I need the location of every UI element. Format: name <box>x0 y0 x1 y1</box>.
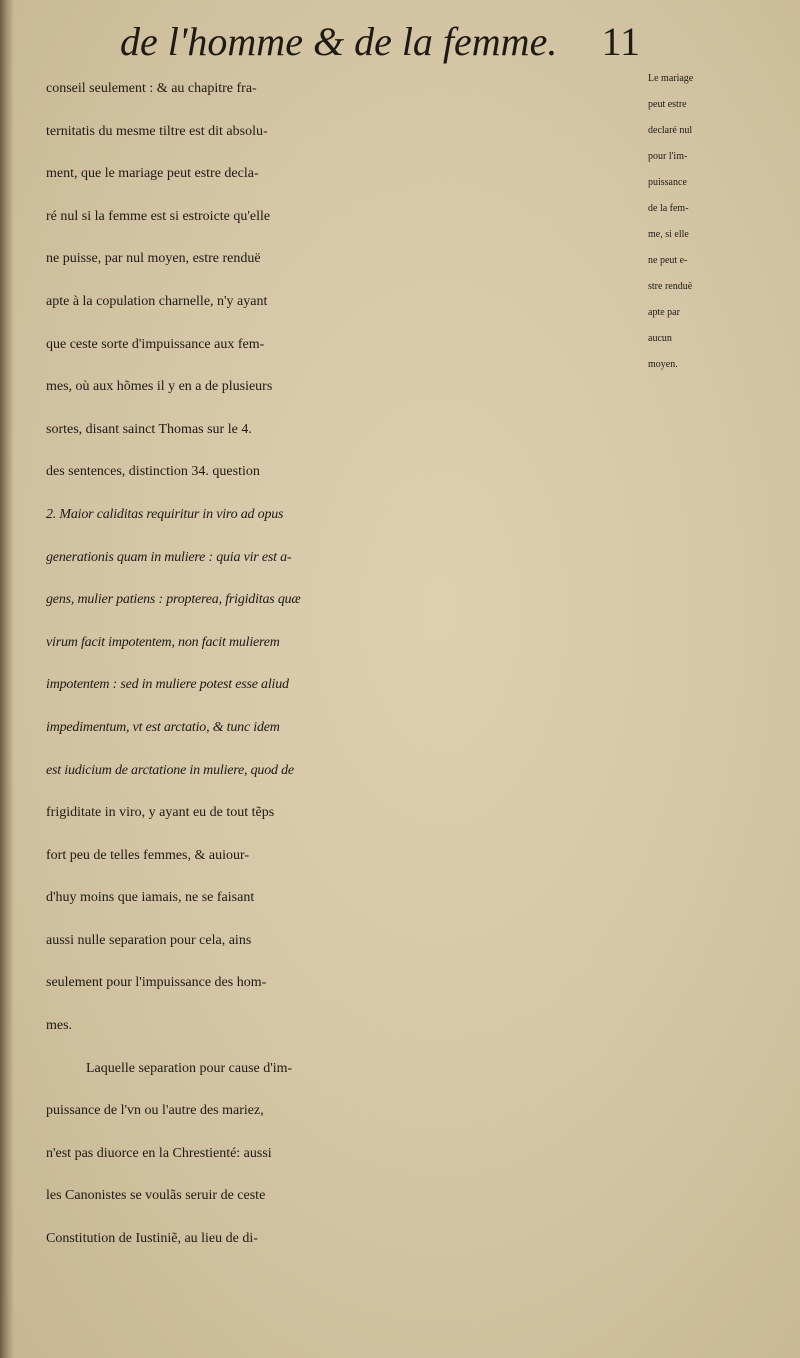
text-line: ternitatis du mesme tiltre est dit absolu- <box>46 123 268 139</box>
marginal-note-line: stre renduë <box>648 281 693 292</box>
text-line: Constitution de Iustiniẽ, au lieu de di- <box>46 1231 258 1247</box>
text-line: aussi nulle separation pour cela, ains <box>46 932 252 948</box>
text-line: est iudicium de arctatione in muliere, quod de <box>46 762 294 778</box>
text-line: fort peu de telles femmes, & auiour- <box>46 847 250 863</box>
text-line: ment, que le mariage peut estre decla- <box>46 166 259 182</box>
marginal-note-line: ne peut e- <box>648 255 688 266</box>
text-line: virum facit impotentem, non facit mulierem <box>46 634 280 650</box>
text-line: des sentences, distinction 34. question <box>46 464 260 480</box>
text-line: apte à la copulation charnelle, n'y ayant <box>46 293 268 309</box>
text-line: ré nul si la femme est si estroicte qu'elle <box>46 208 271 224</box>
running-header <box>120 18 640 68</box>
running-title: de l'homme & de la femme. <box>120 19 558 64</box>
text-line: les Canonistes se voulãs seruir de ceste <box>46 1188 266 1204</box>
text-line: mes. <box>46 1018 73 1034</box>
text-line: seulement pour l'impuissance des hom- <box>46 975 267 991</box>
page-number: 11 <box>601 19 640 64</box>
text-line: 2. Maior caliditas requiritur in viro ad opus <box>46 506 284 522</box>
marginal-note-line: peut estre <box>648 99 687 110</box>
text-line: frigiditate in viro, y ayant eu de tout tẽps <box>46 805 275 821</box>
text-line: conseil seulement : & au chapitre fra- <box>46 81 257 96</box>
binding-shadow <box>0 0 14 1358</box>
marginal-note-line: me, si elle <box>648 229 689 240</box>
marginal-note-line: Le mariage <box>648 73 694 84</box>
text-line: generationis quam in muliere : quia vir est a- <box>46 549 292 565</box>
text-line: impotentem : sed in muliere potest esse aliud <box>46 677 289 693</box>
text-line: impedimentum, vt est arctatio, & tunc idem <box>46 719 280 735</box>
main-text-block <box>46 68 646 1261</box>
text-line: gens, mulier patiens : propterea, frigiditas quæ <box>46 592 301 608</box>
marginal-note-line: aucun <box>648 333 672 344</box>
marginal-note-line: apte par <box>648 307 680 318</box>
text-line: mes, où aux hõmes il y en a de plusieurs <box>46 379 273 395</box>
marginal-note <box>648 66 798 378</box>
marginal-note-line: moyen. <box>648 359 678 370</box>
text-line: ne puisse, par nul moyen, estre renduë <box>46 251 261 267</box>
text-line: que ceste sorte d'impuissance aux fem- <box>46 336 265 352</box>
text-line: Laquelle separation pour cause d'im- <box>86 1060 293 1076</box>
text-line: n'est pas diuorce en la Chrestienté: aussi <box>46 1145 272 1161</box>
marginal-note-line: de la fem- <box>648 203 689 214</box>
text-line: d'huy moins que iamais, ne se faisant <box>46 890 255 906</box>
marginal-note-line: puissance <box>648 177 687 188</box>
marginal-note-line: declaré nul <box>648 125 693 136</box>
text-line: sortes, disant sainct Thomas sur le 4. <box>46 421 252 437</box>
marginal-note-line: pour l'im- <box>648 151 688 162</box>
text-line: puissance de l'vn ou l'autre des mariez, <box>46 1103 264 1119</box>
